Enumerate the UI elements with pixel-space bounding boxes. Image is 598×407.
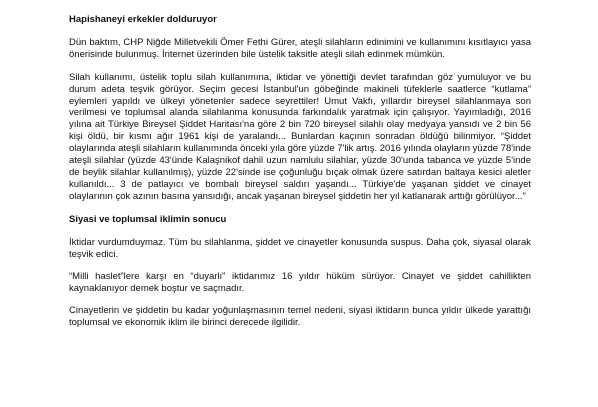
- section-heading: Hapishaneyi erkekler dolduruyor: [69, 14, 217, 25]
- section-heading: Siyasi ve toplumsal iklimin sonucu: [69, 213, 227, 225]
- paragraph: “Milli haslet”lere karşı en “duyarlı” iktidarımız 16 yıldır hüküm sürüyor. Cinayet ve şiddet cahillikten kaynaklanıyor demek boştur ve saçmadır.: [69, 271, 531, 295]
- paragraph: Dün baktım, CHP Niğde Milletvekili Ömer Fethi Gürer, ateşli silahların edinimini ve kullanımını kısıtlayıcı yasa önerisinde bulunmuş. İnternet üzerinden bile üstelik taksitle ateşli silah edinmek mümkün.: [69, 36, 531, 60]
- paragraph: İktidar vurdumduymaz. Tüm bu silahlanma, şiddet ve cinayetler konusunda suspus. Daha çok, siyasal olarak teşvik edici.: [69, 236, 531, 260]
- paragraph: Silah kullanımı, üstelik toplu silah kullanımına, iktidar ve yönettiği devlet tarafından göz yumuluyor ve bu durum adeta teşvik görüyor. Seçim gecesi İstanbul'un göbeğinde makineli tüfeklerle saatlerce “kutlama” eylemleri yapıldı ve ülkeyi yönetenler sadece seyrettiler! Umut Vakfı, yıllardır bireysel silahlanmaya son verilmesi ve toplumsal alanda silahlanma konusunda farkındalık yaratmak için çalışıyor. Yayımladığı, 2016 yılına ait Türkiye Bireysel Şiddet Haritası'na göre 2 bin 720 bireysel silahlı olay medyaya yansıdı ve 2 bin 56 kişi öldü, bir kısmı ağır 1961 kişi de yaralandı... Bunlardan kaçının sonradan öldüğü bilinmiyor. “Şiddet olaylarında ateşli silahların kullanımında önceki yıla göre yüzde 7'lik artış. 2016 yılında olayların yüzde 78'inde ateşli silahlar (yüzde 43'ünde Kalaşnikof dahil uzun namlulu silahlar, yüzde 30'unda tabanca ve yüzde 5'inde de beylik silahlar kullanılmış), yüzde 22'sinde ise çoğunluğu bıçak olmak üzere satırdan baltaya kesici aletler kullanıldı... 3 de patlayıcı ve bombalı bireysel saldırı yaşandı... Türkiye'de yaşanan şiddet ve cinayet olaylarının çok azının basına yansıdığı, ancak yaşanan bireysel şiddetin her yıl katlanarak arttığı görülüyor...”: [69, 71, 532, 202]
- paragraph: Cinayetlerin ve şiddetin bu kadar yoğunlaşmasının temel nedeni, siyasi iktidarın bunca yıldır ülkede yarattığı toplumsal ve ekonomik iklim ile birinci derecede ilgilidir.: [69, 305, 531, 329]
